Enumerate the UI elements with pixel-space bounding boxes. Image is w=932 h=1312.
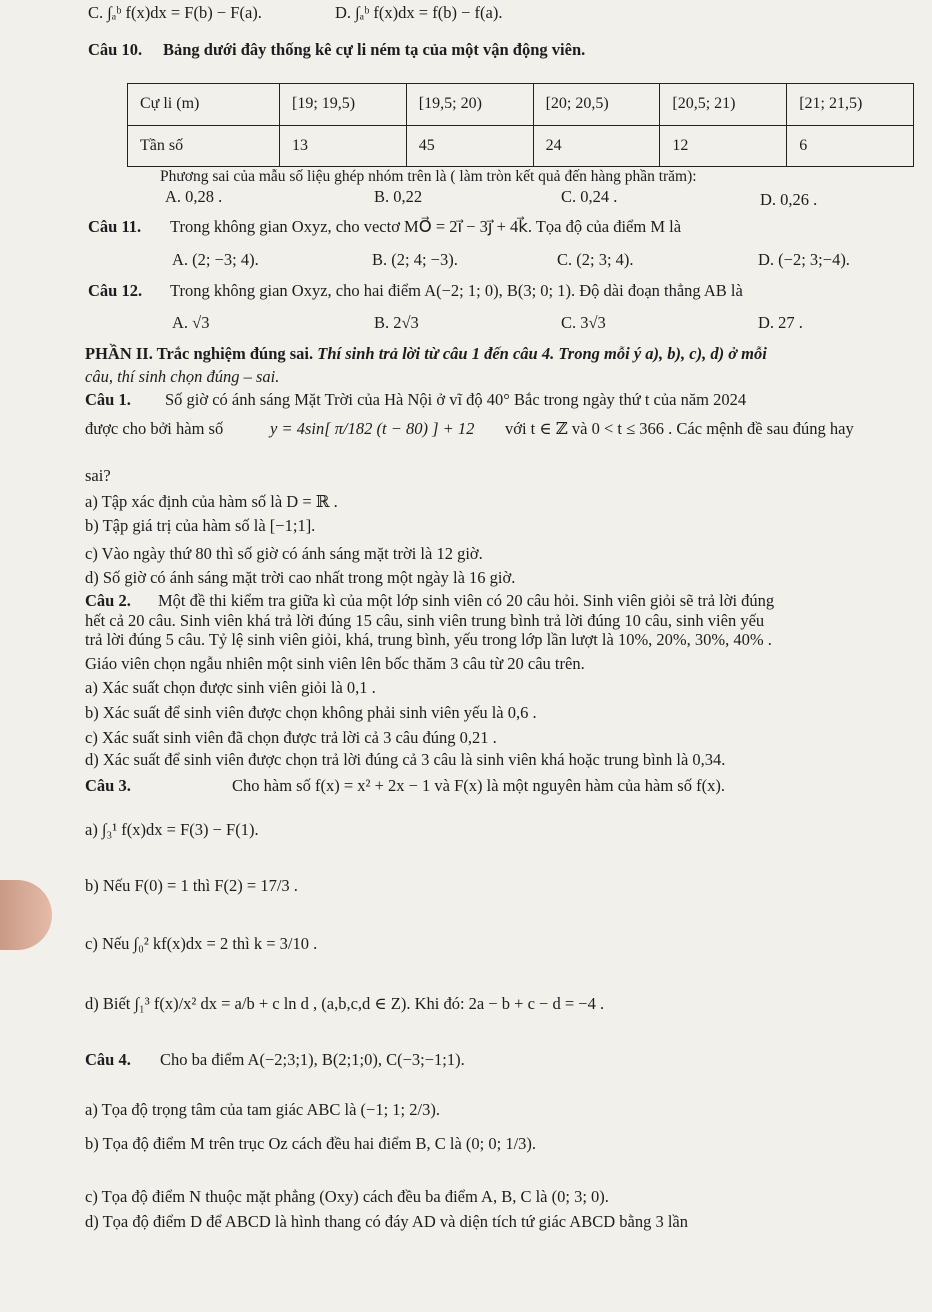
q12-option-b: B. 2√3	[374, 313, 419, 332]
q10-text: Bảng dưới đây thống kê cự li ném tạ của một vận động viên.	[163, 40, 586, 59]
q11-number: Câu 11.	[88, 217, 142, 236]
table-cell: 13	[280, 125, 407, 167]
q12-option-c: C. 3√3	[561, 313, 606, 332]
q12-number: Câu 12.	[88, 281, 143, 300]
table-cell: Cự li (m)	[128, 84, 280, 126]
table-cell: [19,5; 20)	[406, 84, 533, 126]
table-cell: 6	[787, 125, 914, 167]
q11-text: Trong không gian Oxyz, cho vectơ MO⃗ = 2i⃗ − 3j⃗ + 4k⃗. Tọa độ của điểm M là	[170, 217, 682, 236]
q10-option-a: A. 0,28 .	[165, 187, 223, 206]
part2-description-2: câu, thí sinh chọn đúng – sai.	[85, 367, 280, 386]
c1-number: Câu 1.	[85, 390, 131, 409]
table-cell: 12	[660, 125, 787, 167]
q10-option-b: B. 0,22	[374, 187, 423, 206]
c2-statement-a: a) Xác suất chọn được sinh viên giỏi là 0,1 .	[85, 678, 376, 697]
part2-description: Thí sinh trả lời từ câu 1 đến câu 4. Trong mỗi ý a), b), c), d) ở mỗi	[317, 344, 767, 363]
table-cell: 45	[406, 125, 533, 167]
option-d-integral: D. ∫ₐᵇ f(x)dx = f(b) − f(a).	[335, 3, 503, 22]
c1-text: Số giờ có ánh sáng Mặt Trời của Hà Nội ở vĩ độ 40° Bắc trong ngày thứ t của năm 2024	[165, 390, 747, 409]
q11-option-d: D. (−2; 3;−4).	[758, 250, 850, 269]
c2-statement-d: d) Xác suất để sinh viên được chọn trả lời đúng cả 3 câu là sinh viên khá hoặc trung bình là 0,34.	[85, 750, 726, 769]
c1-formula: y = 4sin[ π/182 (t − 80) ] + 12	[270, 419, 475, 438]
c2-statement-c: c) Xác suất sinh viên đã chọn được trả lời cả 3 câu đúng 0,21 .	[85, 728, 497, 747]
c3-statement-b: b) Nếu F(0) = 1 thì F(2) = 17/3 .	[85, 876, 298, 895]
c2-statement-b: b) Xác suất để sinh viên được chọn không phải sinh viên yếu là 0,6 .	[85, 703, 537, 722]
c1-statement-a: a) Tập xác định của hàm số là D = ℝ .	[85, 492, 338, 511]
table-cell: [20,5; 21)	[660, 84, 787, 126]
q10-number: Câu 10.	[88, 40, 143, 59]
distance-frequency-table	[127, 83, 914, 167]
c2-text-2: hết cả 20 câu. Sinh viên khá trả lời đúng 15 câu, sinh viên trung bình trả lời đúng 10 câu, sinh viên yếu	[85, 611, 765, 630]
c4-statement-a: a) Tọa độ trọng tâm của tam giác ABC là (−1; 1; 2/3).	[85, 1100, 440, 1119]
c3-text: Cho hàm số f(x) = x² + 2x − 1 và F(x) là một nguyên hàm của hàm số f(x).	[232, 776, 725, 795]
c1-text-2b: với t ∈ ℤ và 0 < t ≤ 366 . Các mệnh đề sau đúng hay	[505, 419, 854, 438]
table-cell: [21; 21,5)	[787, 84, 914, 126]
q10-note: Phương sai của mẫu số liệu ghép nhóm trên là ( làm tròn kết quả đến hàng phần trăm):	[160, 168, 697, 185]
c3-statement-d: d) Biết ∫₁³ f(x)/x² dx = a/b + c ln d , (a,b,c,d ∈ Z). Khi đó: 2a − b + c − d = −4 .	[85, 994, 605, 1013]
q11-option-b: B. (2; 4; −3).	[372, 250, 458, 269]
table-cell: Tần số	[128, 125, 280, 167]
table-row	[128, 84, 914, 126]
c1-text-2a: được cho bởi hàm số	[85, 419, 224, 438]
table-cell: [20; 20,5)	[533, 84, 660, 126]
c2-text-4: Giáo viên chọn ngẫu nhiên một sinh viên lên bốc thăm 3 câu từ 20 câu trên.	[85, 654, 585, 673]
q12-text: Trong không gian Oxyz, cho hai điểm A(−2; 1; 0), B(3; 0; 1). Độ dài đoạn thẳng AB là	[170, 281, 743, 300]
q10-option-c: C. 0,24 .	[561, 187, 618, 206]
q12-option-a: A. √3	[172, 313, 210, 332]
c2-text: Một đề thi kiểm tra giữa kì của một lớp sinh viên có 20 câu hỏi. Sinh viên giỏi sẽ trả lời đúng	[158, 591, 775, 610]
c1-text-3: sai?	[85, 466, 111, 485]
table-row	[128, 125, 914, 167]
c1-statement-b: b) Tập giá trị của hàm số là [−1;1].	[85, 516, 316, 535]
c4-statement-b: b) Tọa độ điểm M trên trục Oz cách đều hai điểm B, C là (0; 0; 1/3).	[85, 1134, 537, 1153]
q10-option-d: D. 0,26 .	[760, 190, 818, 209]
c3-statement-c: c) Nếu ∫₀² kf(x)dx = 2 thì k = 3/10 .	[85, 934, 318, 953]
table-cell: 24	[533, 125, 660, 167]
c2-number: Câu 2.	[85, 591, 131, 610]
table-cell: [19; 19,5)	[280, 84, 407, 126]
c2-text-3: trả lời đúng 5 câu. Tỷ lệ sinh viên giỏi, khá, trung bình, yếu trong lớp lần lượt là 10%, 20%, 30%, 40% .	[85, 630, 772, 649]
c4-text: Cho ba điểm A(−2;3;1), B(2;1;0), C(−3;−1;1).	[160, 1050, 465, 1069]
part2-header	[85, 344, 767, 364]
q11-option-c: C. (2; 3; 4).	[557, 250, 634, 269]
c1-statement-c: c) Vào ngày thứ 80 thì số giờ có ánh sáng mặt trời là 12 giờ.	[85, 544, 483, 563]
c3-statement-a: a) ∫₃¹ f(x)dx = F(3) − F(1).	[85, 820, 259, 839]
option-c-integral: C. ∫ₐᵇ f(x)dx = F(b) − F(a).	[88, 3, 262, 22]
finger-photo-artifact	[0, 880, 52, 950]
c4-number: Câu 4.	[85, 1050, 131, 1069]
q11-option-a: A. (2; −3; 4).	[172, 250, 259, 269]
c3-number: Câu 3.	[85, 776, 131, 795]
q12-option-d: D. 27 .	[758, 313, 803, 332]
c4-statement-c: c) Tọa độ điểm N thuộc mặt phẳng (Oxy) cách đều ba điểm A, B, C là (0; 3; 0).	[85, 1187, 609, 1206]
c4-statement-d: d) Tọa độ điểm D để ABCD là hình thang có đáy AD và diện tích tứ giác ABCD bằng 3 lần	[85, 1212, 688, 1231]
c1-statement-d: d) Số giờ có ánh sáng mặt trời cao nhất trong một ngày là 16 giờ.	[85, 568, 516, 587]
part2-title: PHẦN II. Trắc nghiệm đúng sai.	[85, 344, 314, 363]
